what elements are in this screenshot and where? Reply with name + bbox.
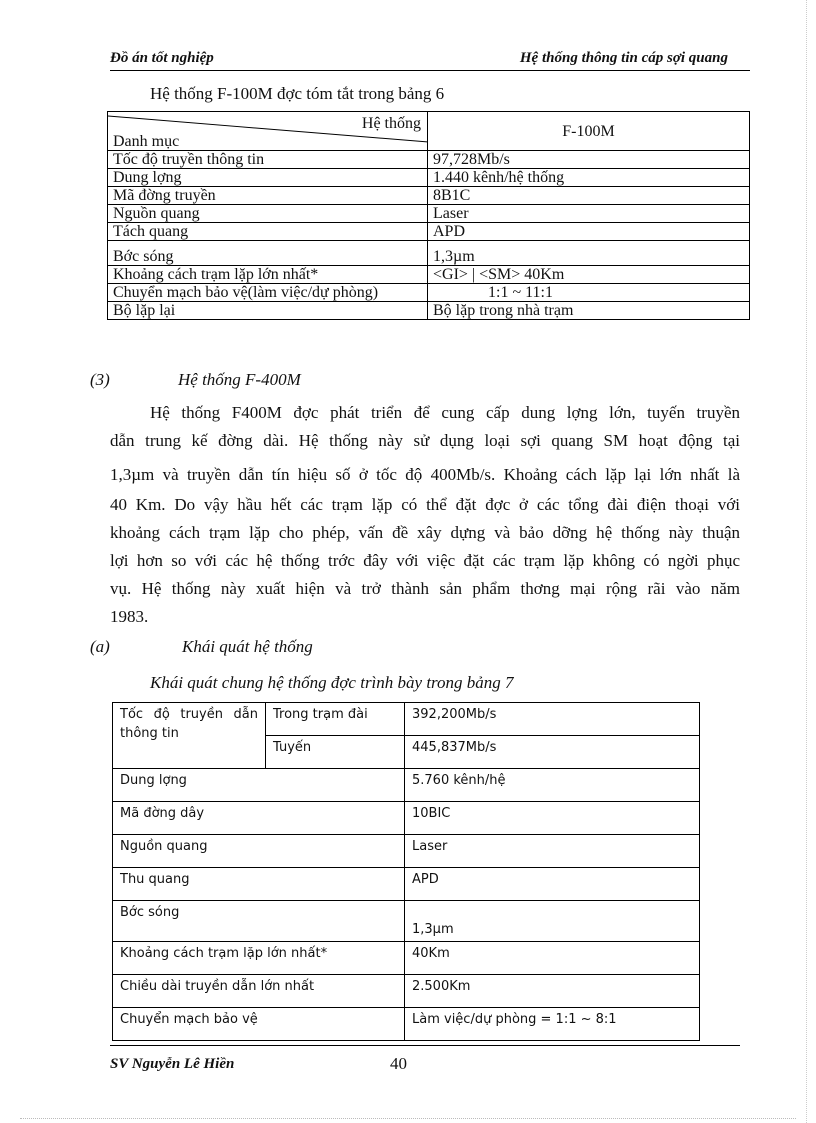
table7-value: 10BIC: [405, 802, 700, 835]
table6-label: Tách quang: [108, 223, 428, 241]
table-7: [112, 702, 700, 1041]
table7-label: Dung lợng: [113, 769, 405, 802]
table7-value: APD: [405, 868, 700, 901]
page-number: 40: [390, 1054, 407, 1073]
paragraph-line: vụ. Hệ thống này xuất hiện và trở thành sản phẩm thơng mại rộng rãi vào năm: [110, 579, 740, 598]
table6-row: [108, 223, 750, 241]
corner-top-label: Hệ thống: [361, 115, 421, 132]
table7-row: [113, 975, 700, 1008]
table6-value: 1.440 kênh/hệ thống: [428, 169, 750, 187]
table6-corner-cell: [108, 112, 428, 151]
table6-value: <GI> | <SM> 40Km: [428, 266, 750, 284]
table7-row: [113, 802, 700, 835]
corner-bottom-label: Danh mục: [113, 133, 180, 150]
table6-value: 1,3µm: [428, 241, 750, 266]
table6-label: Chuyển mạch bảo vệ(làm việc/dự phòng): [108, 284, 428, 302]
rate-value: 392,200Mb/s: [405, 703, 700, 736]
paragraph-line: 1,3µm và truyền dẫn tín hiệu số ở tốc độ 400Mb/s. Khoảng cách lặp lại lớn nhất là: [110, 465, 740, 484]
table7-label: Nguồn quang: [113, 835, 405, 868]
header-rule: [110, 70, 750, 71]
table7-row: [113, 1008, 700, 1041]
table7-row: [113, 769, 700, 802]
table6-value: Laser: [428, 205, 750, 223]
table6-row: [108, 205, 750, 223]
paragraph-line: Hệ thống F400M đợc phát triển để cung cấp dung lợng lớn, tuyến truyền: [150, 403, 740, 422]
table7-row: [113, 901, 700, 942]
table7-value: Laser: [405, 835, 700, 868]
table6-row: [108, 284, 750, 302]
table6-label: Mã đờng truyền: [108, 187, 428, 205]
table6-label: Khoảng cách trạm lặp lớn nhất*: [108, 266, 428, 284]
table-6: [107, 111, 750, 320]
section3-number: (3): [90, 370, 110, 389]
sectionA-title: Khái quát hệ thống: [182, 637, 313, 656]
table6-row: [108, 241, 750, 266]
sectionA-number: (a): [90, 637, 110, 656]
table7-value: 2.500Km: [405, 975, 700, 1008]
table7-label: Chiều dài truyền dẫn lớn nhất: [113, 975, 405, 1008]
table7-row: [113, 942, 700, 975]
table6-row: [108, 151, 750, 169]
header-left: Đồ án tốt nghiệp: [110, 50, 214, 66]
paragraph: [110, 399, 740, 631]
table6-label: Tốc độ truyền thông tin: [108, 151, 428, 169]
table6-value: Bộ lặp trong nhà trạm: [428, 302, 750, 320]
paragraph-line: dẫn trung kế đờng dài. Hệ thống này sử dụng loại sợi quang SM hoạt động tại: [110, 431, 740, 450]
rate-sub: Tuyến: [266, 736, 405, 769]
table7-row: [113, 835, 700, 868]
table6-row: [108, 302, 750, 320]
table6-value: 97,728Mb/s: [428, 151, 750, 169]
table7-row: [113, 868, 700, 901]
footer-rule: [110, 1045, 740, 1046]
paragraph-line: lợi hơn so với các hệ thống trớc đây với việc đặt các trạm lặp không có ngời phục: [110, 551, 740, 570]
table7-value: Làm việc/dự phòng = 1:1 ~ 8:1: [405, 1008, 700, 1041]
table7-label: Bớc sóng: [113, 901, 405, 942]
rate-value: 445,837Mb/s: [405, 736, 700, 769]
table7-label: Mã đờng dây: [113, 802, 405, 835]
table6-header-row: [108, 112, 750, 151]
page-edge-right: [806, 0, 807, 1123]
paragraph-line: 40 Km. Do vậy hầu hết các trạm lặp có thể đặt đợc ở các tổng đài điện thoại với: [110, 495, 740, 514]
table7-value: 40Km: [405, 942, 700, 975]
rate-label: Tốc độ truyền dẫn thông tin: [113, 703, 266, 769]
paragraph-line: 1983.: [110, 607, 149, 626]
table7-label: Chuyển mạch bảo vệ: [113, 1008, 405, 1041]
table7-value: 5.760 kênh/hệ: [405, 769, 700, 802]
table7-rate-row: [113, 703, 700, 736]
table6-row: [108, 266, 750, 284]
table6-label: Bớc sóng: [108, 241, 428, 266]
table6-label: Dung lợng: [108, 169, 428, 187]
table6-intro: Hệ thống F-100M đợc tóm tắt trong bảng 6: [150, 84, 445, 103]
section3-title: Hệ thống F-400M: [178, 370, 301, 389]
table6-value: 8B1C: [428, 187, 750, 205]
paragraph-line: khoảng cách trạm lặp cho phép, vấn đề xây dựng và bảo dỡng hệ thống này thuận: [110, 523, 740, 542]
footer-author: SV Nguyễn Lê Hiền: [110, 1056, 235, 1072]
table6-value: 1:1 ~ 11:1: [428, 284, 750, 302]
table7-intro: Khái quát chung hệ thống đợc trình bày trong bảng 7: [150, 673, 514, 692]
table7-label: Thu quang: [113, 868, 405, 901]
table6-label: Nguồn quang: [108, 205, 428, 223]
header-right: Hệ thống thông tin cáp sợi quang: [519, 50, 728, 66]
page-edge-bottom: [20, 1118, 796, 1119]
rate-sub: Trong trạm đài: [266, 703, 405, 736]
table6-system-name: F-100M: [428, 112, 750, 151]
table6-label: Bộ lặp lại: [108, 302, 428, 320]
table7-label: Khoảng cách trạm lặp lớn nhất*: [113, 942, 405, 975]
table7-value: 1,3µm: [405, 901, 700, 942]
table6-row: [108, 187, 750, 205]
table6-row: [108, 169, 750, 187]
table6-value: APD: [428, 223, 750, 241]
